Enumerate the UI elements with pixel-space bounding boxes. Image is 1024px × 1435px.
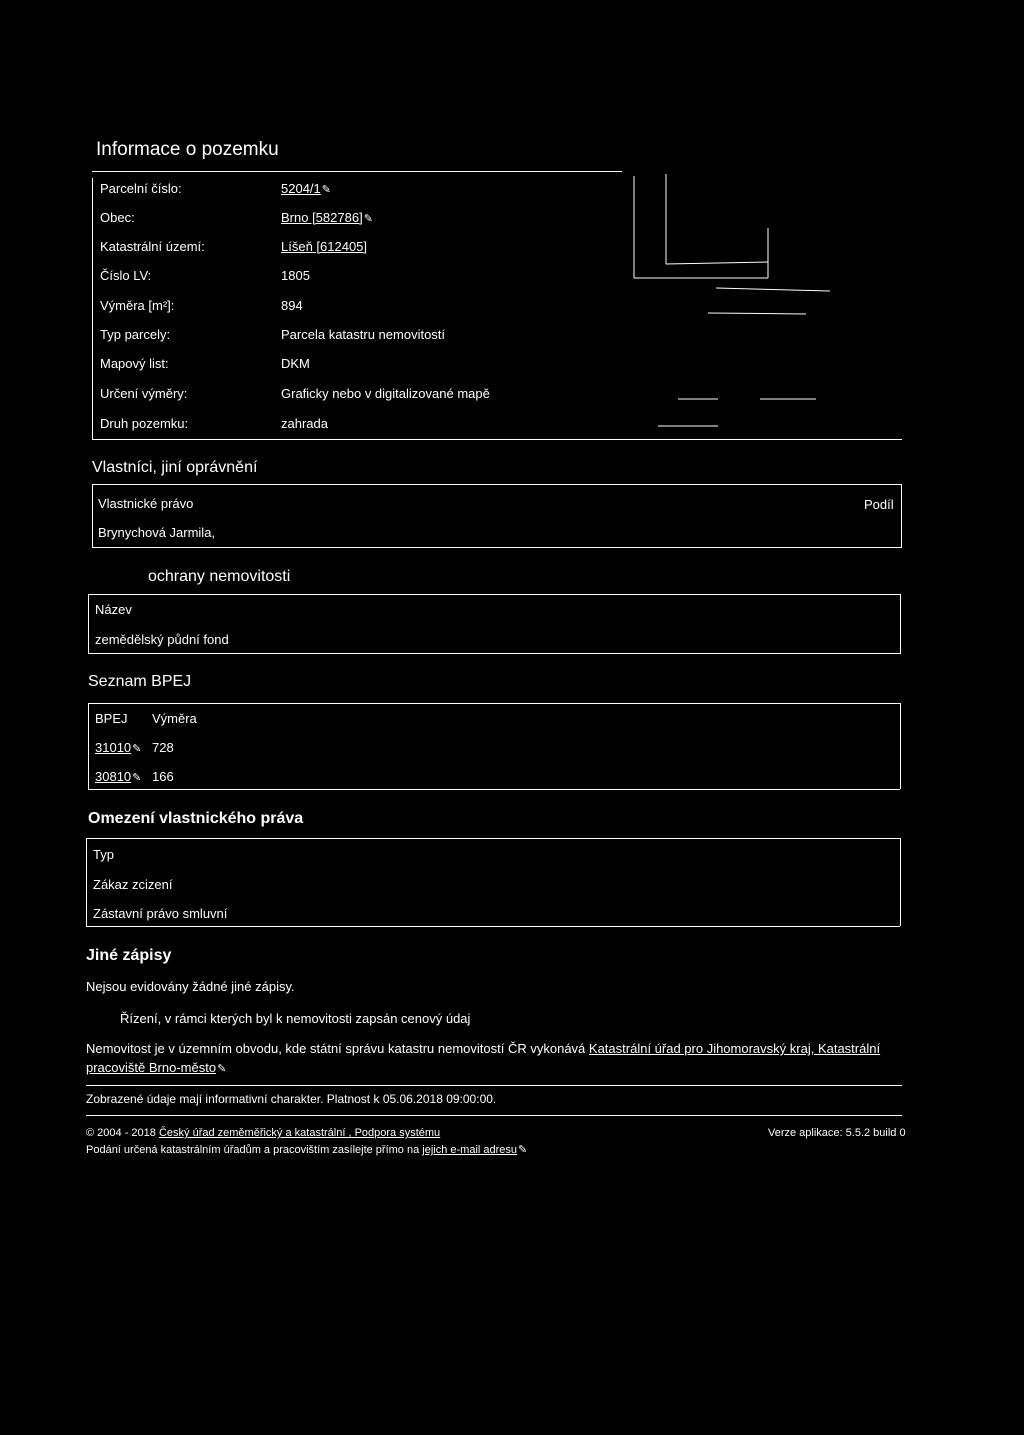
jurisdiction-line-2[interactable] <box>86 1060 226 1075</box>
value-cadastral-area[interactable] <box>281 239 367 254</box>
external-link-icon[interactable]: ✎ <box>518 1144 528 1156</box>
protection-value: zemědělský půdní fond <box>95 632 229 647</box>
divider <box>92 484 902 485</box>
table-border <box>92 178 93 440</box>
jurisdiction-line <box>86 1041 880 1056</box>
owner-name: Brynychová Jarmila, <box>98 525 216 540</box>
page-title: Informace o pozemku <box>96 139 279 160</box>
table-border <box>88 703 89 789</box>
restrictions-heading: Omezení vlastnického práva <box>88 810 304 827</box>
label-municipality: Obec: <box>100 210 135 225</box>
external-link-icon[interactable]: ✎ <box>321 184 331 196</box>
app-version: Verze aplikace: 5.5.2 build 0 <box>768 1127 906 1139</box>
divider <box>86 926 900 927</box>
divider <box>92 547 902 548</box>
table-border <box>88 594 89 654</box>
value-area-determination: Graficky nebo v digitalizované mapě <box>281 386 490 401</box>
proceedings-text: Řízení, v rámci kterých byl k nemovitosti zapsán cenový údaj <box>120 1011 471 1026</box>
divider <box>88 653 900 654</box>
table-border <box>900 594 901 654</box>
parcel-number-link[interactable]: 5204/1 <box>281 181 321 196</box>
label-land-type: Druh pozemku: <box>100 416 189 431</box>
email-link[interactable]: jejich e-mail adresu <box>422 1144 518 1156</box>
table-border <box>86 838 87 926</box>
divider <box>86 838 900 839</box>
divider <box>88 594 900 595</box>
label-area: Výměra [m²]: <box>100 298 175 313</box>
table-row[interactable] <box>95 769 141 784</box>
table-row[interactable] <box>95 740 141 755</box>
bpej-code-link[interactable]: 30810 <box>95 769 132 784</box>
value-parcel-type: Parcela katastru nemovitostí <box>281 327 446 342</box>
external-link-icon[interactable]: ✎ <box>132 743 142 755</box>
restriction-item: Zástavní právo smluvní <box>93 906 228 921</box>
label-lv-number: Číslo LV: <box>100 268 152 283</box>
label-map-sheet: Mapový list: <box>100 356 169 371</box>
table-border <box>901 484 902 548</box>
divider <box>88 703 900 704</box>
divider <box>88 789 900 790</box>
col-bpej-area: Výměra <box>152 711 197 726</box>
bpej-area-value: 166 <box>152 769 174 784</box>
value-parcel-number[interactable] <box>281 181 331 196</box>
external-link-icon[interactable]: ✎ <box>363 213 373 225</box>
divider <box>86 1085 902 1086</box>
col-bpej: BPEJ <box>95 711 128 726</box>
value-municipality[interactable] <box>281 210 373 225</box>
external-link-icon[interactable]: ✎ <box>132 772 142 784</box>
submissions-line <box>86 1143 527 1156</box>
col-name: Název <box>95 602 132 617</box>
value-lv-number: 1805 <box>281 268 310 283</box>
bpej-code-link[interactable]: 31010 <box>95 740 132 755</box>
protection-heading: ochrany nemovitosti <box>148 568 291 585</box>
table-border <box>92 484 93 548</box>
value-map-sheet: DKM <box>281 356 310 371</box>
bpej-heading: Seznam BPEJ <box>88 673 192 690</box>
other-records-none: Nejsou evidovány žádné jiné zápisy. <box>86 979 295 994</box>
label-area-determination: Určení výměry: <box>100 386 188 401</box>
other-records-heading: Jiné zápisy <box>86 947 172 964</box>
municipality-link[interactable]: Brno [582786] <box>281 210 363 225</box>
cadastral-area-link[interactable]: Líšeň [612405] <box>281 239 368 254</box>
external-link-icon[interactable]: ✎ <box>217 1063 227 1075</box>
footer-line <box>86 1127 440 1139</box>
submissions-text: Podání určená katastrálním úřadům a pracovištím zasílejte přímo na <box>86 1144 420 1156</box>
table-border <box>900 703 901 789</box>
label-parcel-number: Parcelní číslo: <box>100 181 182 196</box>
footer-links[interactable]: Český úřad zeměměřický a katastrální , Podpora systému <box>158 1127 441 1139</box>
col-type: Typ <box>93 847 114 862</box>
owners-heading: Vlastníci, jiní oprávnění <box>92 459 258 476</box>
divider <box>86 1115 902 1116</box>
label-cadastral-area: Katastrální území: <box>100 239 205 254</box>
jurisdiction-prefix: Nemovitost je v územním obvodu, kde státní správu katastru nemovitostí ČR vykonává <box>86 1041 586 1056</box>
col-share: Podíl <box>864 497 894 512</box>
bpej-area-value: 728 <box>152 740 174 755</box>
col-ownership-right: Vlastnické právo <box>98 496 194 511</box>
copyright: © 2004 - 2018 <box>86 1127 156 1139</box>
cadastral-workplace-link[interactable]: pracoviště Brno-město <box>86 1060 217 1075</box>
validity-note: Zobrazené údaje mají informativní charakter. Platnost k 05.06.2018 09:00:00. <box>86 1092 497 1106</box>
label-parcel-type: Typ parcely: <box>100 327 171 342</box>
value-area: 894 <box>281 298 303 313</box>
restriction-item: Zákaz zcizení <box>93 877 173 892</box>
table-border <box>900 838 901 926</box>
map-preview <box>620 170 910 440</box>
cadastral-office-link[interactable]: Katastrální úřad pro Jihomoravský kraj, Katastrální <box>588 1041 881 1056</box>
value-land-type: zahrada <box>281 416 328 431</box>
divider <box>92 171 622 172</box>
